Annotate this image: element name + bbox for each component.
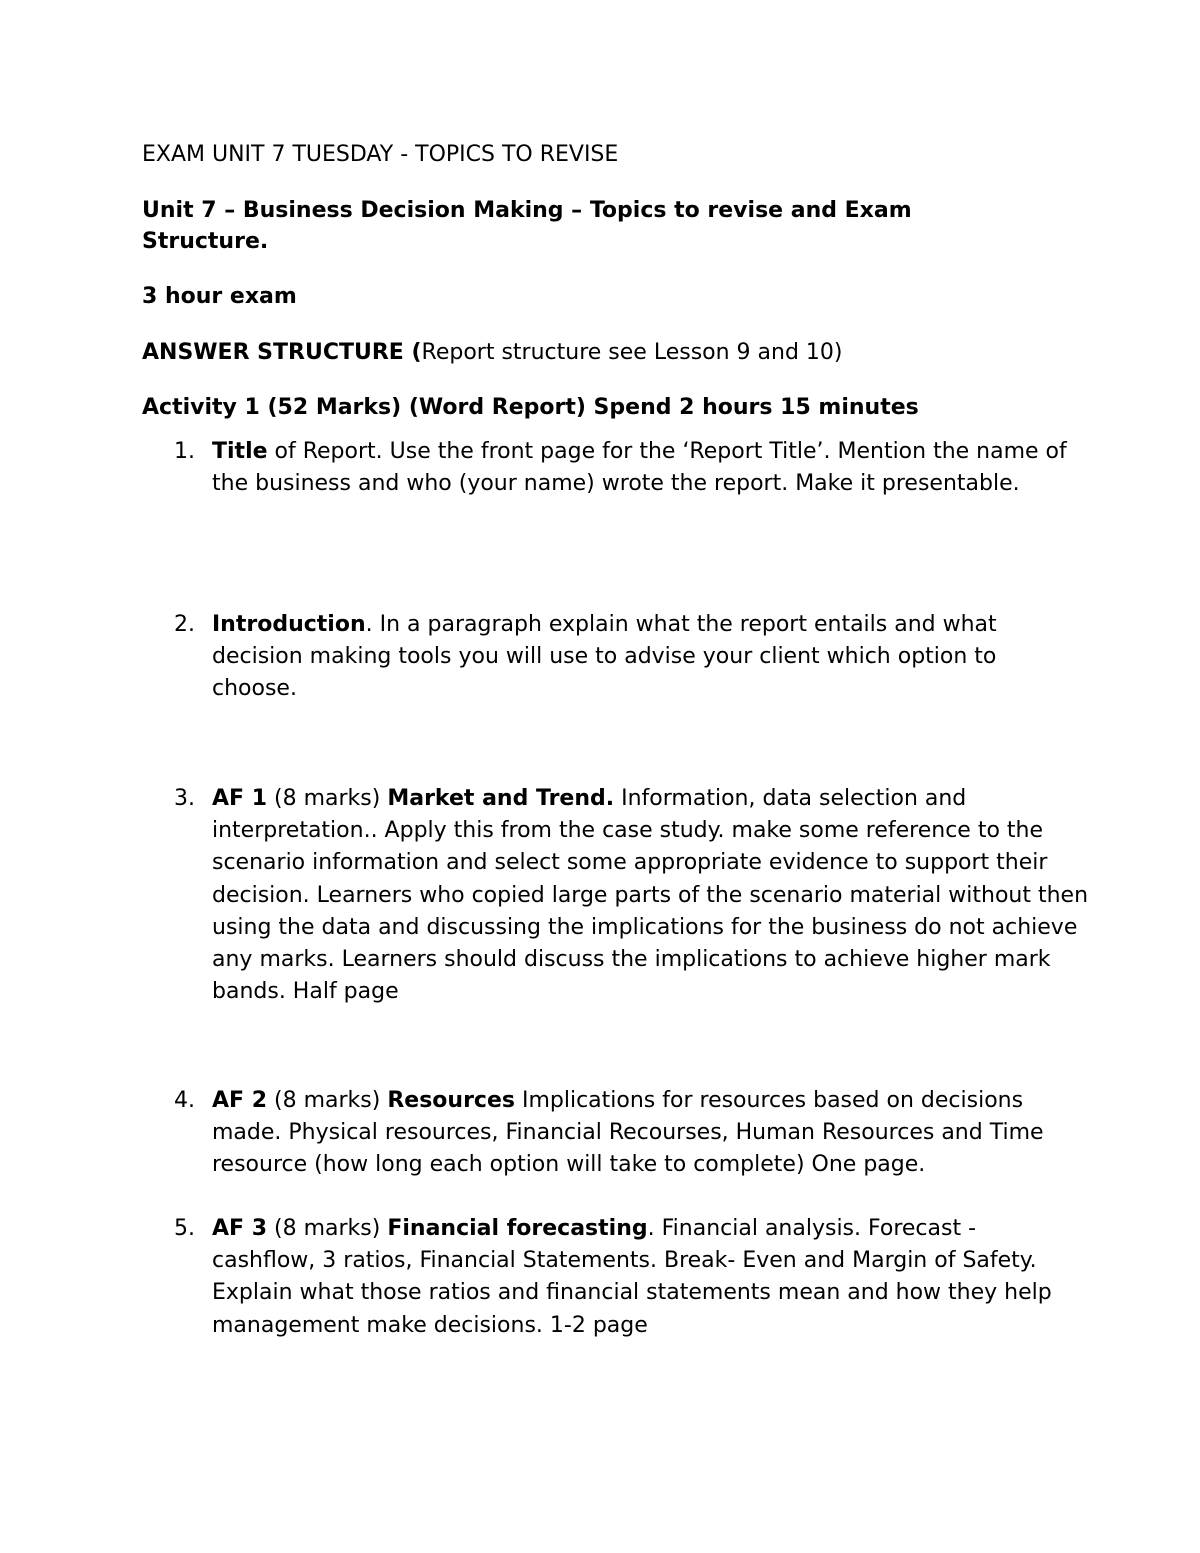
item-description: . In a paragraph explain what the report entails and what decision making tools you will use to advise your client which option to choose. [212, 612, 997, 702]
item-keyword: AF 2 [212, 1088, 268, 1113]
list-item-number: 3. [174, 786, 195, 811]
exam-duration: 3 hour exam [142, 284, 297, 309]
list-item-text [212, 1085, 1082, 1182]
list-item-text [212, 436, 1082, 500]
item-description: of Report. Use the front page for the ‘Report Title’. Mention the name of the business and who (your name) wrote the report. Make it presentable. [212, 439, 1067, 497]
answer-structure [142, 337, 843, 369]
unit-title-line-2: Structure. [142, 229, 269, 254]
item-topic: Market and Trend. [387, 786, 615, 811]
item-keyword: AF 3 [212, 1216, 268, 1241]
item-marks: (8 marks) [267, 1088, 388, 1113]
list-item-number: 1. [174, 439, 195, 464]
list-item-text [212, 609, 1082, 706]
item-topic: Resources [387, 1088, 515, 1113]
item-keyword: Introduction [212, 612, 366, 637]
item-keyword: Title [212, 439, 268, 464]
unit-title-line-1: Unit 7 – Business Decision Making – Topics to revise and Exam [142, 198, 912, 223]
answer-structure-note: Report structure see Lesson 9 and 10) [421, 340, 843, 365]
activity-heading: Activity 1 (52 Marks) (Word Report) Spend 2 hours 15 minutes [142, 395, 919, 420]
item-description: Information, data selection and interpretation.. Apply this from the case study. make some reference to the scenario information and select some appropriate evidence to support their decision. Learners who copied large parts of the scenario material without then using the data and discussing the implications for the business do not achieve any marks. Learners should discuss the implications to achieve higher mark bands. Half page [212, 786, 1089, 1005]
list-item-number: 2. [174, 612, 195, 637]
item-topic: Financial forecasting [387, 1216, 648, 1241]
answer-structure-label: ANSWER STRUCTURE ( [142, 340, 422, 365]
item-description: Implications for resources based on decisions made. Physical resources, Financial Recourses, Human Resources and Time resource (how long each option will take to complete) One page. [212, 1088, 1044, 1178]
list-item-number: 4. [174, 1088, 195, 1113]
exam-header: EXAM UNIT 7 TUESDAY - TOPICS TO REVISE [142, 142, 619, 167]
list-item-number: 5. [174, 1216, 195, 1241]
list-item-text [212, 783, 1092, 1008]
item-marks: (8 marks) [267, 786, 388, 811]
item-keyword: AF 1 [212, 786, 268, 811]
item-description: . Financial analysis. Forecast - cashflow, 3 ratios, Financial Statements. Break- Even and Margin of Safety. Explain what those ratios and financial statements mean and how they help management make decisions. 1-2 page [212, 1216, 1052, 1338]
list-item-text [212, 1213, 1082, 1342]
item-marks: (8 marks) [267, 1216, 388, 1241]
